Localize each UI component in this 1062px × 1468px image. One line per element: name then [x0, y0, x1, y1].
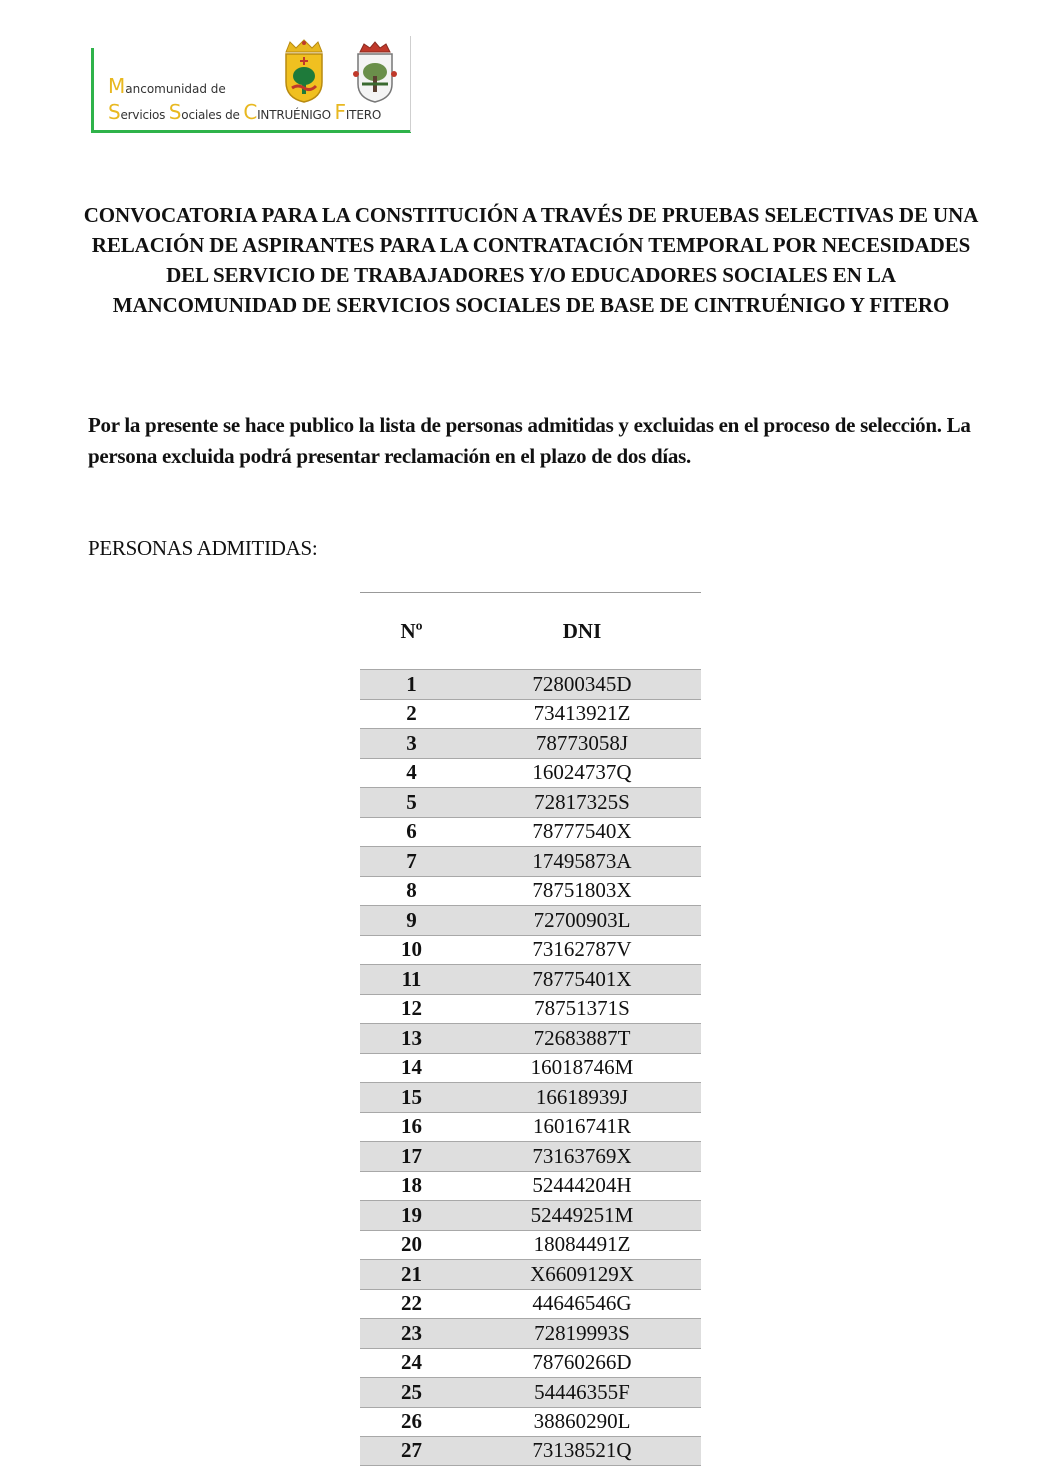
- logo-initial: S: [108, 100, 121, 124]
- logo-initial: M: [108, 74, 126, 98]
- cell-number: 24: [401, 1350, 422, 1375]
- table-row: [360, 1407, 701, 1437]
- intro-paragraph: Por la presente se hace publico la lista de personas admitidas y excluidas en el proceso de selección. La persona excluida podrá presentar reclamación en el plazo de dos días.: [88, 413, 971, 468]
- cell-dni: 78760266D: [532, 1350, 632, 1375]
- table-row: [360, 846, 701, 876]
- logo-text: ociales de: [181, 108, 244, 122]
- table-row: [360, 1377, 701, 1407]
- admitted-table: [360, 592, 701, 1466]
- cell-number: 25: [401, 1379, 422, 1404]
- cell-dni: 72700903L: [533, 907, 631, 932]
- table-row: [360, 787, 701, 817]
- cell-dni: 72819993S: [534, 1320, 630, 1345]
- cell-dni: 16018746M: [530, 1055, 634, 1080]
- table-row: [360, 699, 701, 729]
- table-row: [360, 728, 701, 758]
- cell-number: 17: [401, 1143, 422, 1168]
- table-row: [360, 1082, 701, 1112]
- cell-number: 15: [401, 1084, 422, 1109]
- logo-initial: F: [334, 100, 346, 124]
- table-row: [360, 1053, 701, 1083]
- cell-dni: 73163769X: [532, 1143, 632, 1168]
- table-row: [360, 669, 701, 699]
- cell-number: 23: [401, 1320, 422, 1345]
- cell-number: 4: [406, 760, 417, 785]
- cell-dni: 44646546G: [532, 1291, 632, 1316]
- cell-dni: 52444204H: [532, 1173, 632, 1198]
- cell-dni: 17495873A: [532, 848, 632, 873]
- cell-dni: 73138521Q: [532, 1438, 632, 1463]
- table-row: [360, 994, 701, 1024]
- cell-number: 18: [401, 1173, 422, 1198]
- cell-number: 7: [406, 848, 417, 873]
- cell-number: 2: [406, 701, 417, 726]
- table-row: [360, 1141, 701, 1171]
- cell-dni: 16016741R: [532, 1114, 631, 1139]
- logo-text: INTRUÉNIGO: [257, 108, 335, 122]
- cell-number: 1: [406, 671, 417, 696]
- logo-text-line1: [108, 74, 226, 98]
- cell-number: 3: [406, 730, 417, 755]
- cell-number: 8: [406, 878, 417, 903]
- cell-number: 12: [401, 996, 422, 1021]
- table-body: [360, 669, 701, 1466]
- cell-number: 11: [401, 966, 422, 991]
- fitero-coat-of-arms-icon: [352, 38, 398, 104]
- cell-dni: 78773058J: [535, 730, 629, 755]
- cell-dni: 78777540X: [532, 819, 632, 844]
- table-row: [360, 964, 701, 994]
- table-row: [360, 1289, 701, 1319]
- cell-dni: 78751803X: [532, 878, 632, 903]
- cell-dni: 54446355F: [534, 1379, 630, 1404]
- column-header-number: Nº: [400, 618, 423, 643]
- cell-number: 13: [401, 1025, 422, 1050]
- logo-initial: C: [243, 100, 258, 124]
- table-row: [360, 1436, 701, 1466]
- cell-number: 14: [401, 1055, 422, 1080]
- logo-text: ancomunidad de: [125, 82, 226, 96]
- cell-dni: 73162787V: [532, 937, 632, 962]
- logo-text: ervicios: [120, 108, 169, 122]
- cell-dni: 52449251M: [530, 1202, 634, 1227]
- cell-number: 26: [401, 1409, 422, 1434]
- logo-text: ITERO: [345, 108, 382, 122]
- table-row: [360, 876, 701, 906]
- cell-dni: 16618939J: [535, 1084, 629, 1109]
- cell-number: 27: [401, 1438, 422, 1463]
- cell-dni: 38860290L: [533, 1409, 631, 1434]
- table-row: [360, 1348, 701, 1378]
- table-row: [360, 1318, 701, 1348]
- logo-frame-bottom: [91, 130, 411, 133]
- table-row: [360, 1112, 701, 1142]
- cell-number: 20: [401, 1232, 422, 1257]
- cell-dni: 72683887T: [533, 1025, 631, 1050]
- logo-text-line2: [108, 100, 381, 124]
- table-row: [360, 817, 701, 847]
- table-header-row: [360, 593, 701, 669]
- logo-frame-left: [91, 48, 94, 132]
- cintruenigo-coat-of-arms-icon: [280, 38, 328, 104]
- cell-dni: 78751371S: [534, 996, 630, 1021]
- logo-frame-right: [410, 36, 411, 132]
- cell-number: 5: [406, 789, 417, 814]
- mancomunidad-logo: [88, 34, 414, 134]
- table-row: [360, 1259, 701, 1289]
- document-title: CONVOCATORIA PARA LA CONSTITUCIÓN A TRAVÉS DE PRUEBAS SELECTIVAS DE UNA RELACIÓN DE ASPIRANTES PARA LA CONTRATACIÓN TEMPORAL POR NECESIDADES DEL SERVICIO DE TRABAJADORES Y/O EDUCADORES SOCIALES EN LA MANCOMUNIDAD DE SERVICIOS SOCIALES DE BASE DE CINTRUÉNIGO Y FITERO: [83, 203, 979, 317]
- cell-number: 19: [401, 1202, 422, 1227]
- table-row: [360, 758, 701, 788]
- cell-dni: 16024737Q: [532, 760, 632, 785]
- cell-number: 6: [406, 819, 417, 844]
- cell-dni: 73413921Z: [533, 701, 631, 726]
- cell-number: 9: [406, 907, 417, 932]
- cell-dni: 78775401X: [532, 966, 632, 991]
- table-row: [360, 1023, 701, 1053]
- cell-number: 22: [401, 1291, 422, 1316]
- cell-number: 10: [401, 937, 422, 962]
- cell-dni: 18084491Z: [533, 1232, 631, 1257]
- column-header-dni: DNI: [562, 618, 602, 643]
- table-row: [360, 1171, 701, 1201]
- table-row: [360, 935, 701, 965]
- cell-number: 21: [401, 1261, 422, 1286]
- table-row: [360, 1200, 701, 1230]
- cell-dni: X6609129X: [530, 1261, 634, 1286]
- logo-initial: S: [168, 100, 182, 124]
- cell-dni: 72817325S: [534, 789, 630, 814]
- section-label-admitted: PERSONAS ADMITIDAS:: [88, 536, 318, 560]
- table-row: [360, 905, 701, 935]
- table-row: [360, 1230, 701, 1260]
- cell-number: 16: [401, 1114, 422, 1139]
- cell-dni: 72800345D: [532, 671, 632, 696]
